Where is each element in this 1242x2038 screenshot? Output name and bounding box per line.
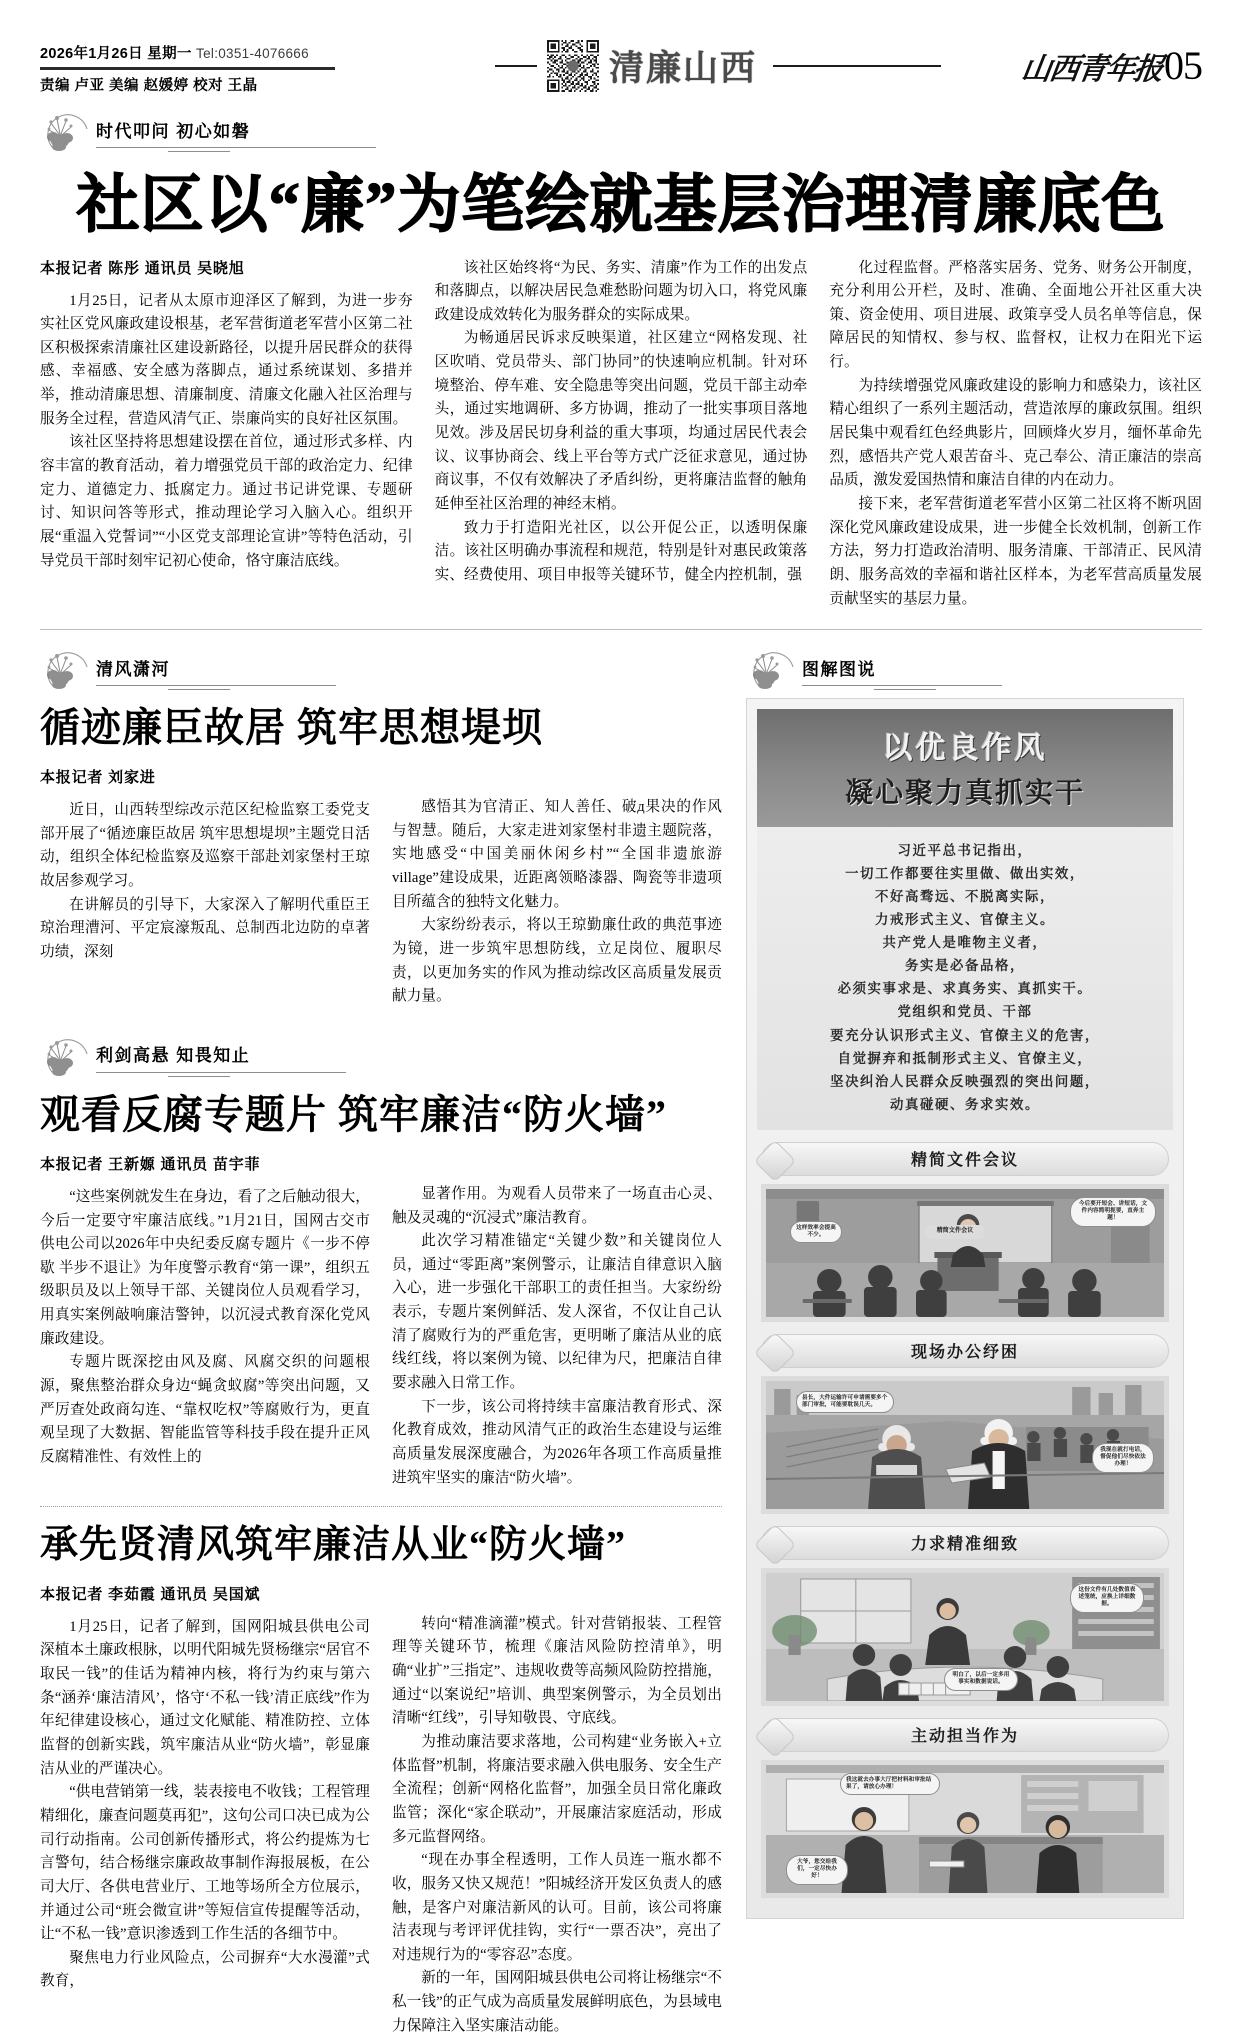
article-4-headline[interactable]: 承先贤清风筑牢廉洁从业“防火墙” — [40, 1524, 627, 1567]
panel-image-3 — [761, 1568, 1169, 1706]
article-3-columns — [40, 1153, 722, 1490]
paragraph: 在讲解员的引导下，大家深入了解明代重臣王琼治理漕河、平定宸濠叛乱、总制西北边防的卓著功绩，深刻 — [40, 896, 370, 960]
paragraph: 此次学习精准锚定“关键少数”和关键岗位人员，通过“零距离”案例警示，让廉洁自律意识入脑入心，进一步强化干部职工的责任担当。大家纷纷表示，专题片案例鲜活、发人深省，不仅让自己认清了腐败行为的严重危害，更明晰了廉洁从业的底线红线，将以案例为镜、以纪律为尺，把廉洁自律要求融入日常工作。 — [392, 1233, 722, 1392]
article-4-body-1 — [40, 1616, 370, 1994]
section-header-2 — [40, 640, 722, 698]
section-title: 清廉山西 — [608, 49, 757, 88]
divider-1 — [40, 629, 1202, 630]
paragraph: “供电营销第一线，装表接电不收钱；工程管理精细化，廉查问题莫再犯”，这句公司口决已成为公司行动指南。公司创新传播形式，将公约提炼为七言警句，结合杨继宗廉政故事制作海报展板，在公司大厅、各供电营业厅、工地等场所全方位展示，并通过公司“班会微宣讲”等短信宣传提醒等活动，让“不私一钱”意识渗透到工作生活的各细节中。 — [40, 1784, 370, 1943]
paragraph: 下一步，该公司将持续丰富廉洁教育形式、深化教育成效，推动风清气正的政治生态建设与运维高质量发展深度融合，为2026年各项工作高质量推进筑牢坚实的廉洁“防火墙”。 — [392, 1398, 722, 1486]
article-4-byline: 本报记者 李茹霞 通讯员 吴国斌 — [40, 1585, 261, 1603]
scene-service-hall — [766, 1765, 1164, 1893]
panel-tab-4 — [761, 1718, 1169, 1752]
screen-caption: 精简文件会议 — [926, 1225, 984, 1239]
paragraph: 大家纷纷表示，将以王琼勤廉仕政的典范事迹为镜，进一步筑牢思想防线，立足岗位、履职尽责，以更加务实的作风为推动综改区高质量发展贡献力量。 — [392, 917, 722, 1005]
section-header-4 — [746, 640, 1184, 698]
paragraph: 近日，山西转型综改示范区纪检监察工委党支部开展了“循迹廉臣故居 筑牢思想堤坝”主题党日活动，组织全体纪检监察及巡察干部赴刘家堡村王琼故居参观学习。 — [40, 802, 370, 890]
panel-tab-label-3: 力求精准细致 — [910, 1536, 1019, 1554]
speech-bubble-left: 县长，大件运输许可申请需要多个部门审批，可能要耽误几天。 — [796, 1391, 894, 1414]
section-label-2: 清风潇河 — [96, 659, 170, 679]
speech-bubble-left: 明白了，以后一定多用事实和数据说话。 — [944, 1668, 1018, 1691]
section-label-3: 利剑高悬 知畏知止 — [96, 1046, 251, 1066]
floral-ornament-icon — [40, 641, 100, 697]
quote-line: 一切工作都要往实里做、做出实效， — [845, 866, 1085, 882]
paragraph: “现在办事全程透明，工作人员连一瓶水都不收，服务又快又规范！”阳城经济开发区负责人的感触，是客户对廉洁新风的认可。目前，该公司将廉洁表现与考评评优挂钩，实行“一票否决”，亮出了对违规行为的“零容忍”态度。 — [392, 1852, 722, 1963]
left-articles-zone — [40, 634, 722, 2038]
quote-line: 党组织和党员、干部 — [897, 1004, 1033, 1020]
article-1-body-2 — [435, 257, 808, 588]
page-number: 05 — [1164, 43, 1202, 88]
paragraph: 为畅通居民诉求反映渠道，社区建立“网格发现、社区吹哨、党员带头、部门协同”的快速响应机制。针对环境整治、停车难、安全隐患等突出问题，党员干部主动牵头，通过实地调研、多方协调，推动了一批实事项目落地见效。涉及居民切身利益的重大事项，均通过居民代表会议、议事协商会、线上平台等方式广泛征求意见，通过协商议事，不仅有效解决了矛盾纠纷，更将廉洁监督的触角延伸至社区治理的神经末梢。 — [434, 330, 808, 512]
quote-line: 共产党人是唯物主义者， — [882, 935, 1048, 951]
quote-line: 动真碰硬、务求实效。 — [890, 1096, 1040, 1112]
speech-bubble-right: 今后要开短会、讲短话，文件内容简明扼要，直奔主题！ — [1070, 1197, 1156, 1227]
floral-ornament-icon — [746, 641, 806, 697]
infographic-zone — [746, 634, 1184, 2038]
article-3-col-2 — [392, 1153, 722, 1490]
telephone: Tel:0351-4076666 — [196, 46, 309, 61]
section-underline-1 — [96, 147, 376, 152]
panel-tab-label-4: 主动担当作为 — [910, 1728, 1019, 1746]
article-1-col-2 — [435, 257, 808, 612]
panel-image-4 — [761, 1760, 1169, 1898]
divider-2 — [40, 1506, 722, 1507]
panel-tab-2 — [761, 1334, 1169, 1368]
poster-quote-block — [757, 827, 1173, 1130]
paragraph: 接下来，老军营街道老军营小区第二社区将不断巩固深化党风廉政建设成果，进一步健全长效机制，创新工作方法，努力打造政治清明、服务清廉、干部清正、民风清朗、服务高效的幸福和谐社区样本，为老军营高质量发展贡献坚实的基层力量。 — [829, 495, 1203, 607]
article-2-body-2 — [392, 766, 722, 1009]
section-header-1 — [40, 102, 1202, 160]
scene-construction — [766, 1381, 1164, 1509]
paragraph: 化过程监督。严格落实居务、党务、财务公开制度，充分利用公开栏，及时、准确、全面地公开社区重大决策、资金使用、项目进展、政策享受人员名单等信息，保障居民的知情权、参与权、监督权，让权力在阳光下运行。 — [829, 259, 1203, 371]
quote-line: 自觉摒弃和抵制形式主义、官僚主义， — [837, 1050, 1093, 1066]
article-1-col-1 — [40, 257, 413, 612]
quote-line: 务实是必备品格， — [905, 958, 1025, 974]
article-2-byline: 本报记者 刘家进 — [40, 769, 156, 787]
speech-bubble-left: 这样效率会提高不少。 — [790, 1221, 842, 1244]
masthead-center — [420, 36, 1022, 92]
qr-code[interactable] — [547, 40, 599, 92]
article-2-headline[interactable]: 循迹廉臣故居 筑牢思想堤坝 — [40, 705, 543, 751]
section-label-1: 时代叩问 初心如磐 — [96, 121, 251, 141]
quote-line: 力戒形式主义、官僚主义。 — [875, 912, 1055, 928]
article-4-col-2 — [392, 1583, 722, 2038]
article-4-col-1 — [40, 1583, 370, 2038]
article-2-col-2 — [392, 766, 722, 1009]
article-3-body-2 — [392, 1153, 722, 1490]
poster-header — [757, 709, 1173, 827]
quote-line: 要充分认识形式主义、官僚主义的危害， — [830, 1027, 1100, 1043]
paragraph: “这些案例就发生在身边，看了之后触动很大，今后一定要守牢廉洁底线。”1月21日，国网古交市供电公司以2026年中央纪委反腐专题片《一步不停歇 半步不退让》为年度警示教育“第一课”，组织五级职员及以上领导干部、关键岗位人员观看学习，用真实案例敲响廉洁警钟，以沉浸式教育深化党风廉政建设。 — [40, 1188, 370, 1347]
newspaper-brand: 山西青年报 — [1019, 52, 1164, 86]
panel-tab-1 — [761, 1142, 1169, 1176]
paragraph: 显著作用。为观看人员带来了一场直击心灵、触及灵魂的“沉浸式”廉洁教育。 — [392, 1185, 722, 1226]
article-3-col-1 — [40, 1153, 370, 1490]
scene-office — [766, 1573, 1164, 1701]
dash-middle — [773, 65, 941, 67]
article-2-columns — [40, 766, 722, 1009]
masthead-left — [40, 36, 420, 95]
article-1-headline[interactable]: 社区以“廉”为笔绘就基层治理清廉底色 — [76, 170, 1166, 240]
article-4-columns — [40, 1583, 722, 2038]
paragraph: 专题片既深挖由风及腐、风腐交织的问题根源，聚焦整治群众身边“蝇贪蚁腐”等突出问题，又严厉查处政商勾连、“靠权吃权”等腐败行为，更直观呈现了大数据、智能监管等科技手段在提升正风反腐精准性、有效性上的 — [40, 1354, 370, 1465]
section-underline-3 — [96, 1072, 346, 1077]
quote-line: 坚决纠治人民群众反映强烈的突出问题， — [830, 1073, 1100, 1089]
paragraph: 该社区坚持将思想建设摆在首位，通过形式多样、内容丰富的教育活动，着力增强党员干部的政治定力、纪律定力、道德定力、抵腐定力。通过书记讲党课、专题研讨、知识问答等形式，推动理论学习入脑入心。组织开展“重温入党誓词”“小区党支部理论宣讲”等特色活动，引导党员干部时刻牢记初心使命，恪守廉洁底线。 — [40, 434, 413, 569]
paragraph: 致力于打造阳光社区，以公开促公正，以透明保廉洁。该社区明确办事流程和规范，特别是针对惠民政策落实、经费使用、项目申报等关键环节，健全内控机制，强 — [434, 519, 808, 583]
floral-ornament-icon — [40, 103, 100, 159]
speech-bubble-right: 大爷，您交给我们，一定尽快办好！ — [786, 1855, 848, 1885]
quote-line: 必须实事求是、求真务实、真抓实干。 — [837, 981, 1093, 997]
poster-title-line-1: 以优良作风 — [882, 732, 1048, 766]
article-2-body-1 — [40, 799, 370, 964]
panel-image-2 — [761, 1376, 1169, 1514]
paragraph: 转向“精准滴灌”模式。针对营销报装、工程管理等关键环节，梳理《廉洁风险防控清单》，明确“业扩”三指定”、违规收费等高频风险防控措施，通过“以案说纪”培训、典型案例警示，为全员划出清晰“红线”，引导知敬畏、守底线。 — [392, 1615, 722, 1727]
article-1-byline: 本报记者 陈彤 通讯员 吴晓旭 — [40, 259, 245, 277]
paragraph: 1月25日，记者从太原市迎泽区了解到，为进一步夯实社区党风廉政建设根基，老军营街道老军营小区第二社区积极探索清廉社区建设新路径，以提升居民群众的获得感、幸福感、安全感为落脚点，通过系统谋划、多措并举，推动清廉思想、清廉制度、清廉文化融入社区治理与服务全过程，营造风清气正、崇廉尚实的良好社区氛围。 — [40, 292, 413, 427]
article-1-body-3 — [829, 257, 1202, 612]
section-underline-2 — [96, 685, 336, 690]
speech-bubble-right: 我现在就打电话，督促他们尽快依法办理！ — [1092, 1443, 1154, 1473]
poster-title-line-2: 凝心聚力真抓实干 — [844, 777, 1085, 809]
paragraph: 该社区始终将“为民、务实、清廉”作为工作的出发点和落脚点，以解决居民急难愁盼问题为切入口，将党风廉政建设成效转化为服务群众的实际成果。 — [434, 259, 808, 323]
masthead-right — [1019, 36, 1202, 89]
speech-bubble-right: 这份文件有几处数值表述笼统，应换上详细数据。 — [1070, 1583, 1144, 1613]
publication-date — [40, 42, 420, 66]
speech-bubble-left: 我这就去办事大厅把材料和审批结果了，请放心办理！ — [840, 1773, 940, 1796]
article-1-col-3 — [829, 257, 1202, 612]
quote-line: 习近平总书记指出， — [897, 843, 1033, 859]
date-text: 2026年1月26日 星期一 — [40, 46, 192, 62]
article-3-byline: 本报记者 王新嫄 通讯员 苗宇菲 — [40, 1155, 261, 1173]
masthead — [40, 0, 1202, 96]
panel-image-1 — [761, 1184, 1169, 1322]
section-underline-4 — [802, 685, 1002, 690]
scene-meeting — [766, 1189, 1164, 1317]
dash-left — [495, 65, 537, 67]
quote-line: 不好高骛远、不脱离实际， — [875, 889, 1055, 905]
article-2-col-1 — [40, 766, 370, 1009]
panel-tab-label-2: 现场办公纾困 — [910, 1344, 1019, 1362]
section-header-3 — [40, 1027, 722, 1085]
paragraph: 为持续增强党风廉政建设的影响力和感染力，该社区精心组织了一系列主题活动，营造浓厚的廉政氛围。组织居民集中观看红色经典影片，回顾烽火岁月，缅怀革命先烈，感悟共产党人艰苦奋斗、克己奉公、清正廉洁的崇高品质，激发爱国热情和廉洁自律的内在动力。 — [829, 377, 1203, 489]
paragraph: 新的一年，国网阳城县供电公司将让杨继宗“不私一钱”的正气成为高质量发展鲜明底色，为县域电力保障注入坚实廉洁动能。 — [392, 1970, 722, 2034]
paragraph: 1月25日，记者了解到，国网阳城县供电公司深植本土廉政根脉，以明代阳城先贤杨继宗“居官不取民一钱”的佳话为精神内核，将行为约束与第六条“涵养‘廉洁清风’，恪守‘不私一钱’清正底线”作为年纪律建设核心，通过文化赋能、精准防控、立体监督的创新实践，筑牢廉洁从业“防火墙”，彰显廉洁从业的严谨决心。 — [40, 1618, 370, 1777]
floral-ornament-icon — [40, 1028, 100, 1084]
lower-page — [40, 634, 1202, 2038]
article-1-body-1 — [40, 290, 413, 574]
article-3-body-1 — [40, 1186, 370, 1470]
section-label-4: 图解图说 — [802, 659, 876, 679]
masthead-rule — [40, 67, 335, 70]
article-1-columns — [40, 257, 1202, 612]
staff-credits: 责编 卢亚 美编 赵媛婷 校对 王晶 — [40, 78, 258, 94]
paragraph: 感悟其为官清正、知人善任、破д果决的作风与智慧。随后，大家走进刘家堡村非遗主题院落，实地感受“中国美丽休闲乡村”“全国非遗旅游village”建设成果，近距离领略漆器、陶瓷等非遗项目所蕴含的独特文化魅力。 — [392, 799, 722, 910]
panel-tab-3 — [761, 1526, 1169, 1560]
article-3-headline[interactable]: 观看反腐专题片 筑牢廉洁“防火墙” — [40, 1091, 667, 1137]
panel-tab-label-1: 精简文件会议 — [910, 1152, 1019, 1170]
paragraph: 聚焦电力行业风险点，公司摒弃“大水漫灌”式教育， — [40, 1949, 370, 1990]
article-4-body-2 — [392, 1583, 722, 2038]
paragraph: 为推动廉洁要求落地，公司构建“业务嵌入+立体监督”机制，将廉洁要求融入供电服务、安全生产全流程；创新“网格化监督”，加强全员日常化廉政监管；深化“家企联动”，开展廉洁家庭活动，形成多元监督网络。 — [392, 1734, 722, 1845]
infographic-card — [746, 698, 1184, 1919]
